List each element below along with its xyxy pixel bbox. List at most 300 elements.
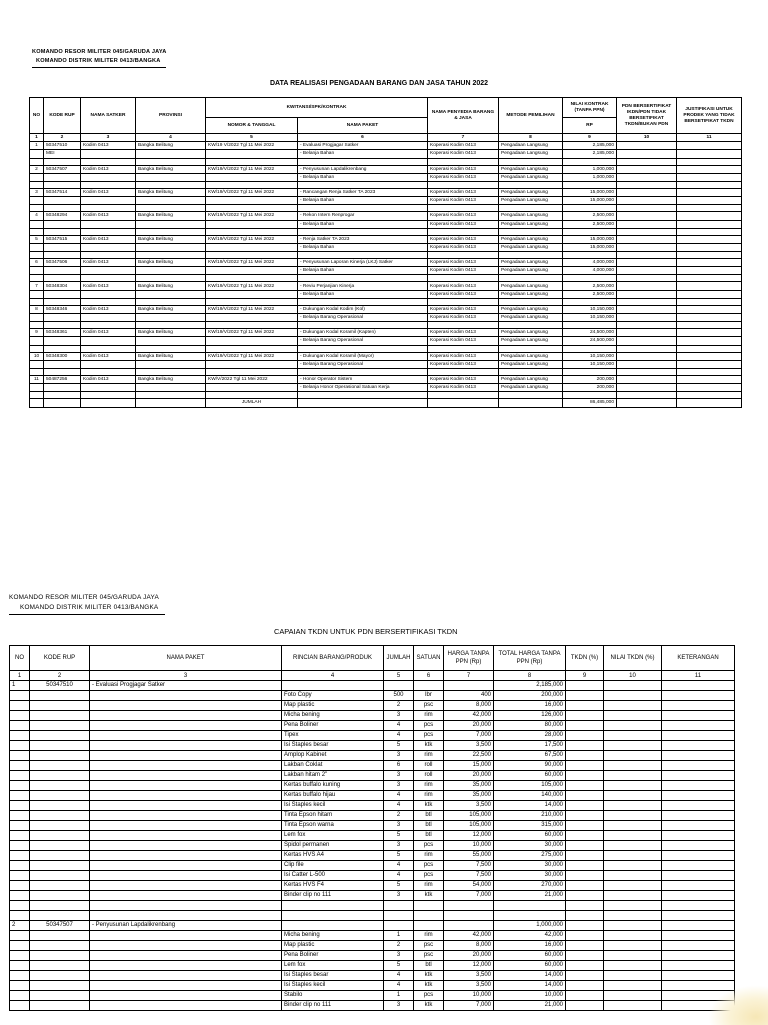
item-unit: ktk [414,981,444,991]
group-total: 2,185,000 [494,681,566,691]
table-subrow [30,314,742,322]
col-pdn: PDN BERSERTIFIKAT IKDN/PDN TIDAK BERSETIFIKAT TKDN/BUKAN PDN [617,98,677,134]
item-total: 16,000 [494,701,566,711]
item-total: 60,000 [494,961,566,971]
table-spacer [10,911,735,921]
row-nomor-tanggal: KW/19 V/2022 Tgl 11 Mei 2022 [206,142,298,150]
row-penyedia: Koperasi Kodim 0413 [428,243,499,251]
table-spacer [30,392,742,399]
item-name: Micha bening [282,711,384,721]
row-kode-rup: 50347507 [44,165,81,173]
row-sub-paket: - Belanja Honor Operasional Satuan Kerja [298,384,428,392]
item-row [10,771,735,781]
item-qty: 3 [384,781,414,791]
row-paket: - Rancangan Renja Satker TA 2023 [298,188,428,196]
col2-tkdn: TKDN (%) [566,646,604,671]
row-paket: - Rekon Intern Renprogar [298,212,428,220]
row-satker: Kodim 0413 [81,282,136,290]
item-name: Binder clip no 111 [282,1001,384,1011]
row-pdn [617,259,677,267]
row-provinsi: Bangka Belitung [136,142,206,150]
procurement-table-body [30,142,742,407]
col2-harga: HARGA TANPA PPN (Rp) [444,646,494,671]
item-row [10,791,735,801]
item-row [10,811,735,821]
item-row [10,741,735,751]
row-pdn [617,165,677,173]
item-price: 8,000 [444,941,494,951]
item-price: 3,500 [444,801,494,811]
row-no: 10 [30,352,44,360]
row-pdn [617,352,677,360]
table-subrow [30,150,742,158]
item-price: 35,000 [444,791,494,801]
row-paket: - Reviu Perjanjian Kinerja [298,282,428,290]
item-name: Map plastic [282,701,384,711]
item-unit: pcs [414,731,444,741]
item-name: Pena Boliner [282,721,384,731]
row-sub-paket: - Belanja Barang Operasional [298,337,428,345]
item-row [10,991,735,1001]
row-penyedia: Koperasi Kodim 0413 [428,188,499,196]
row-metode: Pengadaan Langsung [499,165,563,173]
row-penyedia: Koperasi Kodim 0413 [428,337,499,345]
item-unit: ktk [414,741,444,751]
item-unit: roll [414,771,444,781]
item-price: 42,000 [444,711,494,721]
row-nomor-tanggal: KW/19/V/2022 Tgl 11 Mei 2022 [206,212,298,220]
row-metode: Pengadaan Langsung [499,282,563,290]
col2-total: TOTAL HARGA TANPA PPN (Rp) [494,646,566,671]
item-name: Tinta Epson warna [282,821,384,831]
item-row [10,951,735,961]
item-price: 105,000 [444,821,494,831]
row-month-note: MEI [44,150,81,158]
row-nilai: 1,000,000 [563,173,617,181]
item-total: 21,000 [494,1001,566,1011]
col2-rincian: RINCIAN BARANG/PRODUK [282,646,384,671]
item-total: 21,000 [494,891,566,901]
table-row [30,375,742,383]
item-total: 30,000 [494,871,566,881]
item-total: 80,000 [494,721,566,731]
item-name: Isi Staples kecil [282,801,384,811]
item-qty: 5 [384,741,414,751]
item-price: 20,000 [444,771,494,781]
item-name: Micha bening [282,931,384,941]
col2-satuan: SATUAN [414,646,444,671]
table-spacer [30,252,742,259]
item-unit: rim [414,751,444,761]
col-rp: RP [563,118,617,134]
row-metode: Pengadaan Langsung [499,267,563,275]
table-spacer [30,298,742,305]
item-unit: rim [414,931,444,941]
row-justifikasi [677,212,742,220]
table-row [30,329,742,337]
item-qty: 6 [384,761,414,771]
item-unit: btl [414,821,444,831]
row-nomor-tanggal: KW/19/V/2022 Tgl 11 Mei 2022 [206,188,298,196]
row-pdn [617,329,677,337]
row-metode: Pengadaan Langsung [499,197,563,205]
item-price: 3,500 [444,741,494,751]
item-qty: 4 [384,871,414,881]
group-row [10,921,735,931]
item-row [10,941,735,951]
item-qty: 2 [384,701,414,711]
item-name: Tipex [282,731,384,741]
item-qty: 3 [384,841,414,851]
row-kode-rup: 50347510 [44,142,81,150]
table-row [30,352,742,360]
item-price: 105,000 [444,811,494,821]
row-nomor-tanggal: KW/19/V/2022 Tgl 11 Mei 2022 [206,282,298,290]
item-price: 8,000 [444,701,494,711]
col-nomor-tanggal: NOMOR & TANGGAL [206,118,298,134]
row-kode-rup: 50347506 [44,259,81,267]
row-nilai: 10,150,000 [563,352,617,360]
row-provinsi: Bangka Belitung [136,212,206,220]
row-metode: Pengadaan Langsung [499,360,563,368]
item-qty: 3 [384,1001,414,1011]
row-metode: Pengadaan Langsung [499,352,563,360]
item-price: 7,000 [444,731,494,741]
item-name: Amplop Kabinet [282,751,384,761]
row-provinsi: Bangka Belitung [136,352,206,360]
row-penyedia: Koperasi Kodim 0413 [428,165,499,173]
item-qty: 4 [384,721,414,731]
row-paket: - Dukungan Kodal Koramil (Kapten) [298,329,428,337]
col-no: NO [30,98,44,134]
row-metode: Pengadaan Langsung [499,259,563,267]
table-subrow [30,197,742,205]
row-metode: Pengadaan Langsung [499,375,563,383]
row-metode: Pengadaan Langsung [499,173,563,181]
row-metode: Pengadaan Langsung [499,337,563,345]
row-kode-rup: 50348300 [44,352,81,360]
item-qty: 5 [384,881,414,891]
group-paket: - Penyusunan Lapdalikrenbang [90,921,282,931]
table-spacer [30,158,742,165]
col-nama-paket: NAMA PAKET [298,118,428,134]
item-price: 7,000 [444,891,494,901]
row-justifikasi [677,329,742,337]
col-kode-rup: KODE RUP [44,98,81,134]
item-total: 16,000 [494,941,566,951]
row-nilai: 15,000,000 [563,243,617,251]
item-total: 14,000 [494,971,566,981]
row-sub-paket: - Belanja Bahan [298,197,428,205]
row-pdn [617,235,677,243]
item-name: Kertas buffalo kuning [282,781,384,791]
row-satker: Kodim 0413 [81,352,136,360]
item-total: 90,000 [494,761,566,771]
item-total: 140,000 [494,791,566,801]
item-price: 12,000 [444,831,494,841]
row-no: 6 [30,259,44,267]
row-nilai: 200,000 [563,384,617,392]
row-paket: - Dukungan Kodal Kodim (Kol) [298,305,428,313]
item-unit: rim [414,781,444,791]
item-total: 315,000 [494,821,566,831]
row-justifikasi [677,352,742,360]
item-row [10,751,735,761]
item-unit: roll [414,761,444,771]
item-row [10,721,735,731]
item-total: 10,000 [494,991,566,1001]
item-total: 200,000 [494,691,566,701]
row-penyedia: Koperasi Kodim 0413 [428,142,499,150]
row-justifikasi [677,142,742,150]
table-subrow [30,360,742,368]
table-subrow [30,267,742,275]
doc1-title: DATA REALISASI PENGADAAN BARANG DAN JASA TAHUN 2022 [270,80,489,87]
item-name: Isi Staples besar [282,741,384,751]
row-nomor-tanggal: KW/19/V/2022 Tgl 11 Mei 2022 [206,165,298,173]
table-subrow [30,337,742,345]
row-nilai: 15,000,000 [563,197,617,205]
row-paket: - Honor Operator Sistem [298,375,428,383]
row-nilai: 2,500,000 [563,212,617,220]
item-name: Stabilo [282,991,384,1001]
item-unit: lbr [414,691,444,701]
row-penyedia: Koperasi Kodim 0413 [428,305,499,313]
row-metode: Pengadaan Langsung [499,384,563,392]
item-name: Lakban hitam 2" [282,771,384,781]
item-price: 42,000 [444,931,494,941]
item-price: 10,000 [444,841,494,851]
item-price: 20,000 [444,721,494,731]
row-satker: Kodim 0413 [81,375,136,383]
item-row [10,981,735,991]
row-penyedia: Koperasi Kodim 0413 [428,314,499,322]
item-price: 54,000 [444,881,494,891]
doc1-header-line1: KOMANDO RESOR MILITER 045/GARUDA JAYA [32,49,167,55]
row-sub-paket: - Belanja Bahan [298,243,428,251]
row-no: 11 [30,375,44,383]
item-unit: rim [414,881,444,891]
row-penyedia: Koperasi Kodim 0413 [428,173,499,181]
row-satker: Kodim 0413 [81,165,136,173]
row-justifikasi [677,375,742,383]
item-qty: 3 [384,821,414,831]
item-price: 35,000 [444,781,494,791]
row-no: 8 [30,305,44,313]
item-qty: 3 [384,711,414,721]
row-penyedia: Koperasi Kodim 0413 [428,375,499,383]
row-nilai: 15,000,000 [563,235,617,243]
item-price: 10,000 [444,991,494,1001]
item-name: Clip file [282,861,384,871]
col-provinsi: PROVINSI [136,98,206,134]
item-qty: 1 [384,931,414,941]
row-satker: Kodim 0413 [81,142,136,150]
item-qty: 4 [384,731,414,741]
item-unit: ktk [414,1001,444,1011]
table-row [30,142,742,150]
item-unit: pcs [414,991,444,1001]
row-penyedia: Koperasi Kodim 0413 [428,150,499,158]
row-penyedia: Koperasi Kodim 0413 [428,220,499,228]
row-kode-rup: 50348361 [44,329,81,337]
row-sub-paket: - Belanja Barang Operasional [298,360,428,368]
row-nilai: 4,000,000 [563,267,617,275]
item-row [10,851,735,861]
item-qty: 2 [384,811,414,821]
item-total: 28,000 [494,731,566,741]
item-qty: 5 [384,851,414,861]
row-kode-rup: 50348294 [44,212,81,220]
col-number-row: 1 2 3 4 5 6 7 8 9 10 11 [30,134,742,142]
item-price: 15,000 [444,761,494,771]
item-row [10,841,735,851]
item-price: 7,500 [444,871,494,881]
item-qty: 4 [384,971,414,981]
item-unit: rim [414,791,444,801]
table-spacer [30,205,742,212]
col2-kode-rup: KODE RUP [30,646,90,671]
row-nilai: 10,150,000 [563,314,617,322]
table-subrow [30,290,742,298]
row-nilai: 2,500,000 [563,290,617,298]
item-price: 3,500 [444,971,494,981]
row-kode-rup: 50348304 [44,282,81,290]
item-total: 17,500 [494,741,566,751]
item-row [10,691,735,701]
col-metode: METODE PEMILIHAN [499,98,563,134]
item-name: Map plastic [282,941,384,951]
item-name: Lakban Coklat [282,761,384,771]
item-qty: 5 [384,831,414,841]
row-satker: Kodim 0413 [81,329,136,337]
row-no: 4 [30,212,44,220]
item-price: 3,500 [444,981,494,991]
row-nilai: 2,500,000 [563,220,617,228]
row-penyedia: Koperasi Kodim 0413 [428,282,499,290]
row-sub-paket: - Belanja Bahan [298,150,428,158]
group-no: 1 [10,681,30,691]
row-provinsi: Bangka Belitung [136,282,206,290]
item-unit: btl [414,961,444,971]
row-nomor-tanggal: KW/19/V/2022 Tgl 11 Mei 2022 [206,305,298,313]
row-no: 9 [30,329,44,337]
item-name: Lem fox [282,831,384,841]
row-nomor-tanggal: KW/19/V/2022 Tgl 11 Mei 2022 [206,352,298,360]
col2-jumlah: JUMLAH [384,646,414,671]
row-no: 3 [30,188,44,196]
row-penyedia: Koperasi Kodim 0413 [428,360,499,368]
row-justifikasi [677,305,742,313]
item-qty: 4 [384,861,414,871]
item-row [10,821,735,831]
row-nilai: 2,185,000 [563,142,617,150]
tkdn-table [9,645,735,1011]
row-paket: - Evaluasi Progjagar Satker [298,142,428,150]
item-row [10,731,735,741]
row-pdn [617,188,677,196]
item-qty: 4 [384,791,414,801]
row-nomor-tanggal: KW/V/2022 Tgl 11 Mei 2022 [206,375,298,383]
col2-nilai-tkdn: NILAI TKDN (%) [604,646,662,671]
item-row [10,701,735,711]
row-penyedia: Koperasi Kodim 0413 [428,197,499,205]
row-metode: Pengadaan Langsung [499,220,563,228]
group-row [10,681,735,691]
item-qty: 3 [384,751,414,761]
item-name: Binder clip no 111 [282,891,384,901]
item-qty: 1 [384,991,414,1001]
item-row [10,1001,735,1011]
row-metode: Pengadaan Langsung [499,314,563,322]
item-total: 14,000 [494,981,566,991]
row-provinsi: Bangka Belitung [136,375,206,383]
row-nomor-tanggal: KW/19/V/2022 Tgl 11 Mei 2022 [206,329,298,337]
row-sub-paket: - Belanja Barang Operasional [298,314,428,322]
item-total: 60,000 [494,831,566,841]
row-paket: - Penyusunan Laporan Kinerja (LKJ) Satker [298,259,428,267]
row-kode-rup: 50347514 [44,188,81,196]
row-pdn [617,282,677,290]
row-satker: Kodim 0413 [81,188,136,196]
table-subrow [30,243,742,251]
row-no: 2 [30,165,44,173]
item-unit: pcs [414,721,444,731]
col-nama-satker: NAMA SATKER [81,98,136,134]
row-kode-rup: 50347515 [44,235,81,243]
item-row [10,861,735,871]
item-total: 270,000 [494,881,566,891]
item-name: Pena Boliner [282,951,384,961]
table-row [30,212,742,220]
procurement-table [29,97,742,408]
item-total: 30,000 [494,841,566,851]
item-row [10,961,735,971]
row-nomor-tanggal: KW/19/V/2022 Tgl 11 Mei 2022 [206,235,298,243]
row-satker: Kodim 0413 [81,305,136,313]
row-sub-paket: - Belanja Bahan [298,220,428,228]
table-row [30,235,742,243]
col-nilai: NILAI KONTRAK (TANPA PPN) [563,98,617,118]
table-row [30,305,742,313]
item-row [10,761,735,771]
item-price: 12,000 [444,961,494,971]
col2-number-row: 1 2 3 4 5 6 7 8 9 10 11 [10,671,735,681]
col2-no: NO [10,646,30,671]
doc1-header-underline [32,67,166,68]
item-total: 60,000 [494,951,566,961]
item-price: 7,500 [444,861,494,871]
row-sub-paket: - Belanja Bahan [298,290,428,298]
paper-stain [708,985,768,1025]
row-provinsi: Bangka Belitung [136,305,206,313]
col-penyedia: NAMA PENYEDIA BARANG & JASA [428,98,499,134]
row-provinsi: Bangka Belitung [136,329,206,337]
row-pdn [617,142,677,150]
row-penyedia: Koperasi Kodim 0413 [428,329,499,337]
item-total: 126,000 [494,711,566,721]
item-name: Isi Staples kecil [282,981,384,991]
row-satker: Kodim 0413 [81,235,136,243]
group-total: 1,000,000 [494,921,566,931]
table-spacer [30,275,742,282]
table-row [30,165,742,173]
item-price: 400 [444,691,494,701]
item-price: 20,000 [444,951,494,961]
table-spacer [30,368,742,375]
group-no: 2 [10,921,30,931]
table-subrow [30,220,742,228]
